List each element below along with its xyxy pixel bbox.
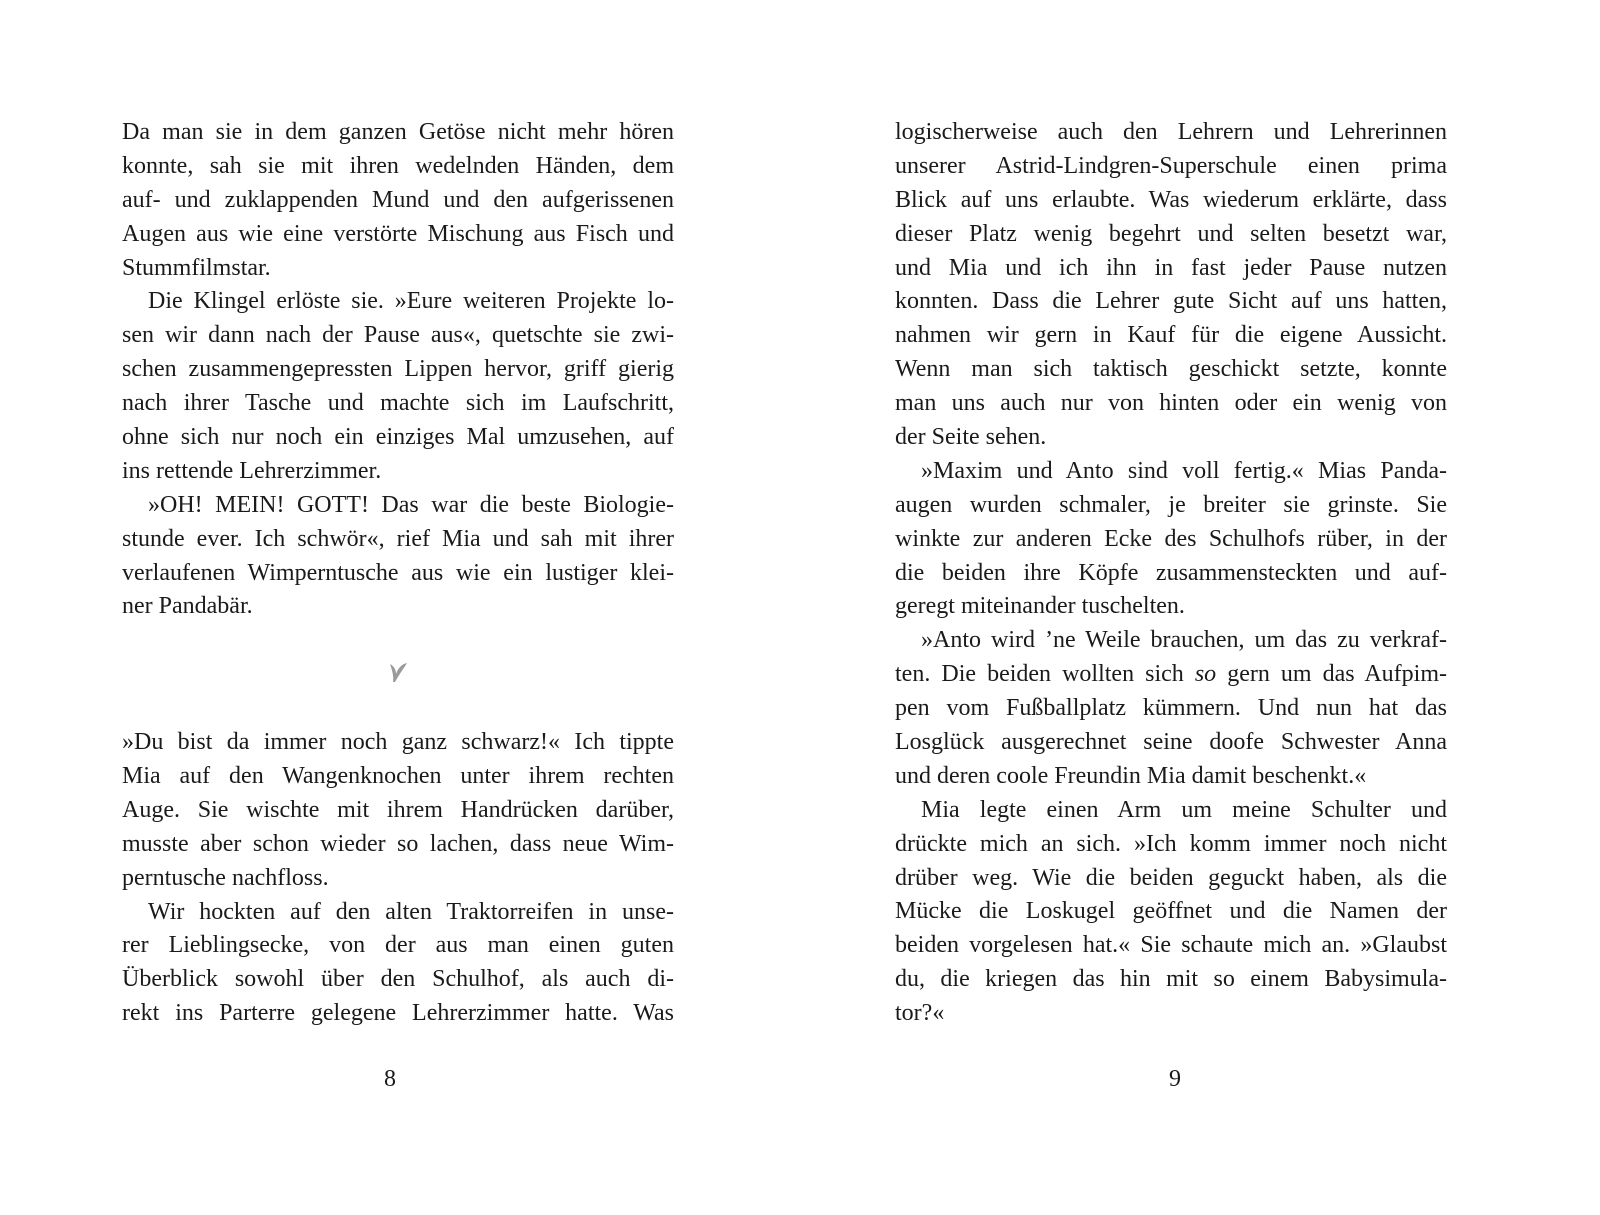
text-line: du, die kriegen das hin mit so einem Babysimula- [895, 966, 1447, 993]
text-line: winkte zur anderen Ecke des Schulhofs rüber, in der [895, 525, 1447, 552]
text-line: der Seite sehen. [895, 424, 1047, 451]
text-line: auf- und zuklappenden Mund und den aufgerissenen [122, 186, 674, 213]
right-page [895, 116, 1447, 1031]
text-line: Mücke die Loskugel geöffnet und die Namen der [895, 898, 1447, 925]
text-line: Losglück ausgerechnet seine doofe Schwester Anna [895, 729, 1447, 756]
text-line: sen wir dann nach der Pause aus«, quetschte sie zwi- [122, 322, 674, 349]
text-line: Augen aus wie eine verstörte Mischung aus Fisch und [122, 220, 674, 247]
section-break [122, 624, 674, 726]
text-line: ins rettende Lehrerzimmer. [122, 457, 382, 484]
page-number-right: 9 [1169, 1066, 1181, 1092]
text-line: Auge. Sie wischte mit ihrem Handrücken darüber, [122, 796, 674, 823]
text-line: ner Pandabär. [122, 593, 253, 620]
page-number-left: 8 [384, 1066, 396, 1092]
text-line: konnten. Dass die Lehrer gute Sicht auf uns hatten, [895, 288, 1447, 315]
text-line: verlaufenen Wimperntusche aus wie ein lustiger klei- [122, 559, 674, 586]
text-segment: gern um das Aufpim- [1216, 661, 1447, 688]
text-line: Überblick sowohl über den Schulhof, als auch di- [122, 966, 674, 993]
text-line: die beiden ihre Köpfe zusammensteckten und auf- [895, 559, 1447, 586]
text-line: nahmen wir gern in Kauf für die eigene Aussicht. [895, 322, 1447, 349]
text-line: schen zusammengepressten Lippen hervor, griff gierig [122, 356, 674, 383]
text-line: Die Klingel erlöste sie. »Eure weiteren Projekte lo- [148, 288, 674, 315]
text-line: »OH! MEIN! GOTT! Das war die beste Biologie- [148, 491, 674, 518]
text-line: nach ihrer Tasche und machte sich im Laufschritt, [122, 390, 674, 417]
emphasis-text: so [1194, 661, 1217, 688]
text-line: und deren coole Freundin Mia damit beschenkt.« [895, 762, 1367, 789]
text-line: rekt ins Parterre gelegene Lehrerzimmer hatte. Was [122, 1000, 674, 1027]
text-line: Mia legte einen Arm um meine Schulter und [921, 796, 1447, 823]
text-line: tor?« [895, 1000, 945, 1027]
text-line: perntusche nachfloss. [122, 864, 329, 891]
text-line: musste aber schon wieder so lachen, dass neue Wim- [122, 830, 674, 857]
text-line: Mia auf den Wangenknochen unter ihrem rechten [122, 762, 674, 789]
left-page-text-top [122, 116, 674, 624]
text-line: pen vom Fußballplatz kümmern. Und nun hat das [895, 695, 1447, 722]
text-line: und Mia und ich ihn in fast jeder Pause nutzen [895, 254, 1447, 281]
text-line: man uns auch nur von hinten oder ein wenig von [895, 390, 1447, 417]
text-line: ohne sich nur noch ein einziges Mal umzusehen, auf [122, 424, 674, 451]
feather-ornament-icon [387, 658, 409, 684]
left-page [122, 116, 674, 1031]
text-line: geregt miteinander tuschelten. [895, 593, 1185, 620]
text-line: rer Lieblingsecke, von der aus man einen guten [122, 932, 674, 959]
text-line: drückte mich an sich. »Ich komm immer noch nicht [895, 830, 1447, 857]
text-line: dieser Platz wenig begehrt und selten besetzt war, [895, 220, 1447, 247]
text-line: Wir hockten auf den alten Traktorreifen in unse- [148, 898, 674, 925]
text-line: augen wurden schmaler, je breiter sie grinste. Sie [895, 491, 1447, 518]
text-line: Stummfilmstar. [122, 254, 271, 281]
right-page-text [895, 116, 1447, 1031]
text-line: unserer Astrid-Lindgren-Superschule einen prima [895, 152, 1447, 179]
text-line: beiden vorgelesen hat.« Sie schaute mich an. »Glaubst [895, 932, 1447, 959]
text-line: »Maxim und Anto sind voll fertig.« Mias Panda- [921, 457, 1447, 484]
text-line: »Du bist da immer noch ganz schwarz!« Ich tippte [122, 729, 674, 756]
text-line: konnte, sah sie mit ihren wedelnden Händen, dem [122, 152, 674, 179]
text-segment: ten. Die beiden wollten sich [895, 661, 1195, 688]
text-line: Wenn man sich taktisch geschickt setzte, konnte [895, 356, 1447, 383]
text-line [895, 658, 1447, 692]
text-line: drüber weg. Wie die beiden geguckt haben, als die [895, 864, 1447, 891]
text-line: Da man sie in dem ganzen Getöse nicht mehr hören [122, 119, 674, 145]
text-line: logischerweise auch den Lehrern und Lehrerinnen [895, 119, 1447, 145]
left-page-text-bottom [122, 726, 674, 1031]
text-line: Blick auf uns erlaubte. Was wiederum erklärte, dass [895, 186, 1447, 213]
text-line: stunde ever. Ich schwör«, rief Mia und sah mit ihrer [122, 525, 674, 552]
text-line: »Anto wird ’ne Weile brauchen, um das zu verkraf- [921, 627, 1447, 654]
